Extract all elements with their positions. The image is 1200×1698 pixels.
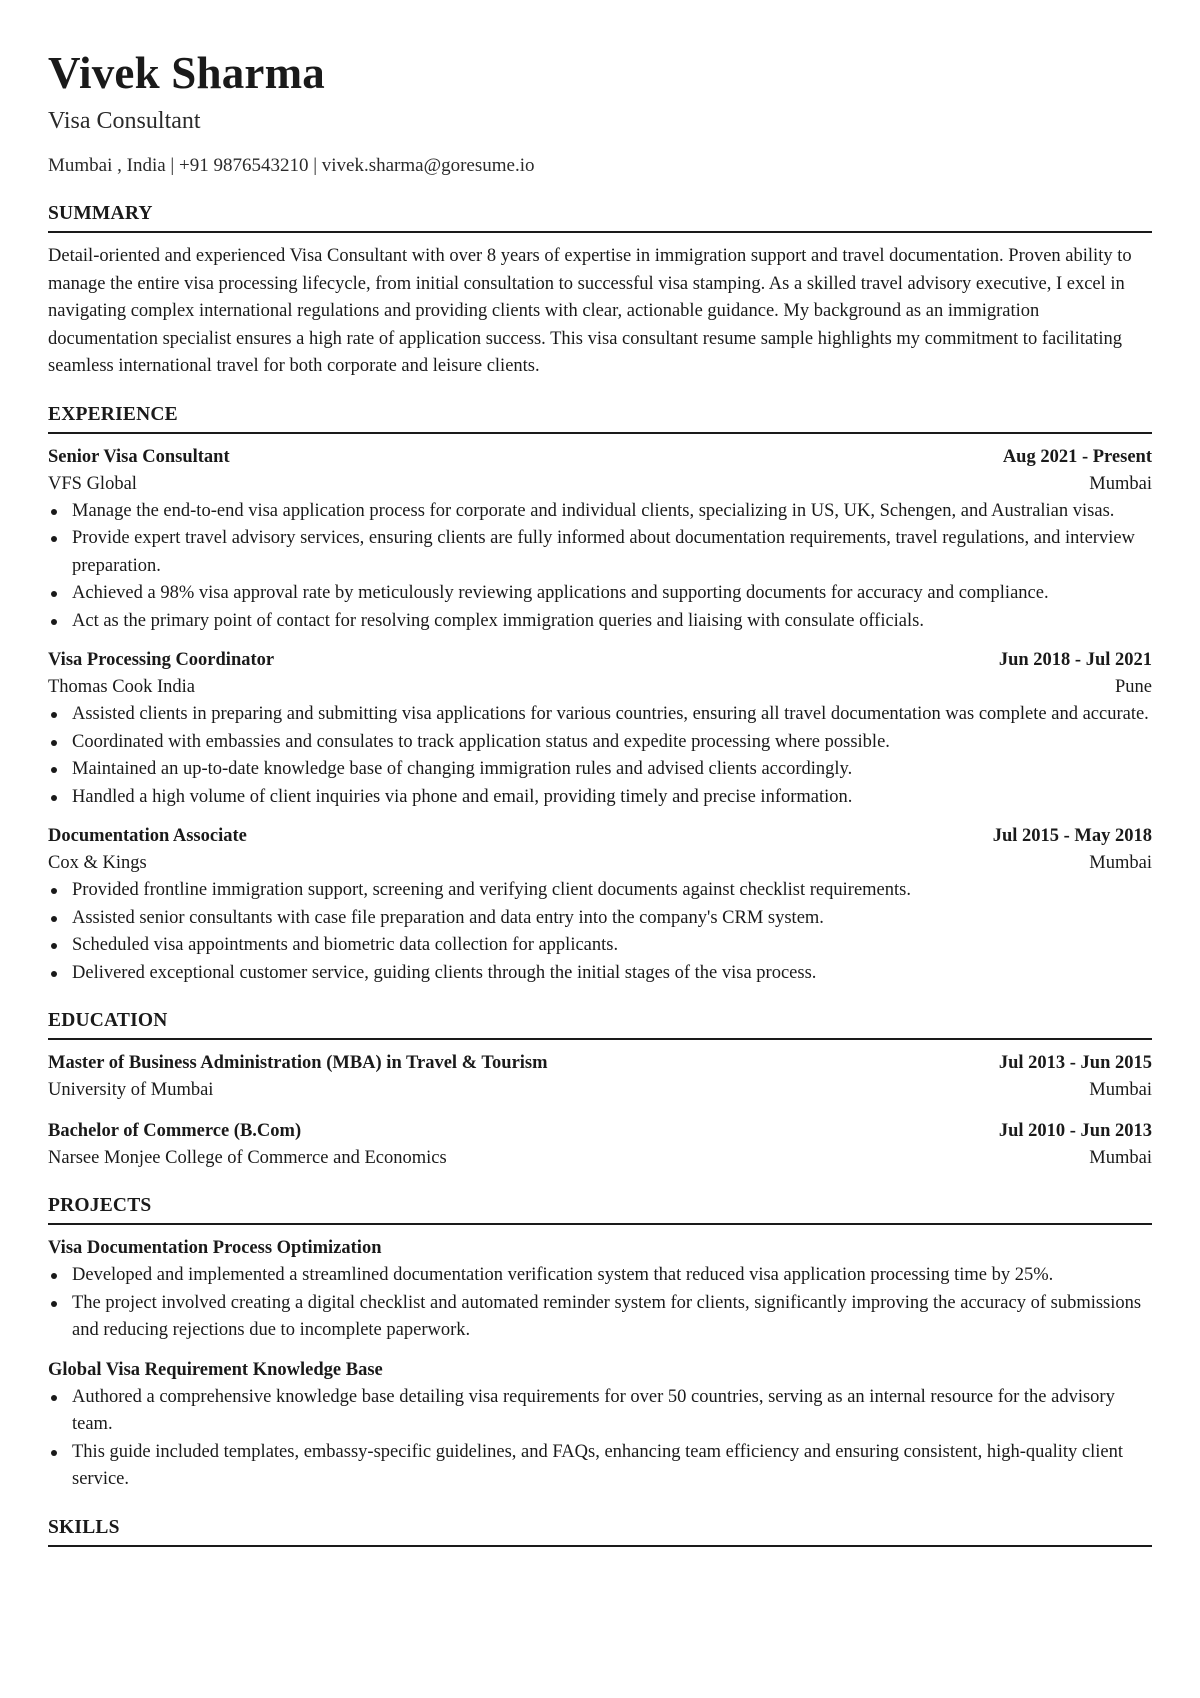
project-title: Global Visa Requirement Knowledge Base [48, 1359, 383, 1380]
job-bullets [48, 877, 1152, 987]
bullet-dot-icon [51, 1395, 57, 1401]
bullet-dot-icon [51, 1301, 57, 1307]
bullet-text: Provide expert travel advisory services, ensuring clients are fully informed about documentation requirements, travel regulations, and interview preparation. [72, 528, 1135, 576]
bullet-text: Manage the end-to-end visa application process for corporate and individual clients, specializing in US, UK, Schengen, and Australian visas. [72, 500, 1115, 521]
bullet-item [48, 1262, 1152, 1290]
bullet-item [48, 784, 1152, 812]
bullet-text: Coordinated with embassies and consulates to track application status and expedite processing where possible. [72, 731, 890, 752]
job-dates: Jul 2015 - May 2018 [992, 826, 1152, 846]
job-role: Documentation Associate [48, 826, 247, 846]
summary-heading: SUMMARY [48, 202, 1152, 233]
candidate-name: Vivek Sharma [48, 48, 325, 98]
job-company: Thomas Cook India [48, 677, 195, 697]
job-company: VFS Global [48, 473, 137, 494]
bullet-item [48, 756, 1152, 784]
bullet-text: Assisted senior consultants with case file preparation and data entry into the company's CRM system. [72, 907, 824, 928]
job-location: Pune [1115, 677, 1152, 697]
bullet-text: Delivered exceptional customer service, guiding clients through the initial stages of the visa process. [72, 962, 817, 983]
experience-entry [48, 823, 1152, 987]
bullet-text: Achieved a 98% visa approval rate by meticulously reviewing applications and supporting documents for accuracy and compliance. [72, 583, 1049, 603]
bullet-text: Handled a high volume of client inquiries via phone and email, providing timely and precise information. [72, 786, 853, 807]
bullet-item [48, 608, 1152, 636]
bullet-dot-icon [51, 916, 57, 922]
job-dates: Aug 2021 - Present [1002, 446, 1152, 467]
job-company: Cox & Kings [48, 853, 147, 873]
bullet-item [48, 580, 1152, 608]
project-bullets [48, 1262, 1152, 1345]
projects-heading: PROJECTS [48, 1194, 1152, 1225]
bullet-dot-icon [51, 712, 57, 718]
bullet-dot-icon [51, 536, 57, 542]
bullet-dot-icon [51, 591, 57, 597]
degree-dates: Jul 2010 - Jun 2013 [998, 1121, 1152, 1141]
education-heading: EDUCATION [48, 1009, 1152, 1040]
job-bullets [48, 498, 1152, 636]
bullet-item [48, 1290, 1152, 1345]
bullet-item [48, 960, 1152, 988]
bullet-text: Developed and implemented a streamlined documentation verification system that reduced visa application processing time by 25%. [72, 1265, 1054, 1285]
job-location: Mumbai [1089, 853, 1152, 873]
bullet-item [48, 1384, 1152, 1439]
job-dates: Jun 2018 - Jul 2021 [998, 650, 1152, 670]
bullet-item [48, 525, 1152, 580]
bullet-text: Act as the primary point of contact for resolving complex immigration queries and liaising with consulate officials. [72, 610, 924, 631]
school-name: Narsee Monjee College of Commerce and Economics [48, 1148, 447, 1168]
education-entry [48, 1050, 1152, 1104]
project-entry [48, 1235, 1152, 1345]
degree-name: Bachelor of Commerce (B.Com) [48, 1121, 302, 1141]
project-bullets [48, 1384, 1152, 1494]
bullet-dot-icon [51, 767, 57, 773]
summary-text: Detail-oriented and experienced Visa Consultant with over 8 years of expertise in immigration support and travel documentation. Proven ability to manage the entire visa processing lifecycle, from initial consultation to successful visa stamping. As a skilled travel advisory executive, I excel in navigating complex international regulations and providing clients with clear, actionable guidance. My background as an immigration documentation specialist ensures a high rate of application success. This visa consultant resume sample highlights my commitment to facilitating seamless international travel for both corporate and leisure clients. [48, 246, 1132, 376]
bullet-dot-icon [51, 943, 57, 949]
bullet-text: Assisted clients in preparing and submitting visa applications for various countries, ensuring all travel documentation was complete and accurate. [72, 704, 1149, 724]
job-role: Senior Visa Consultant [48, 446, 230, 467]
candidate-title: Visa Consultant [48, 108, 201, 134]
bullet-item [48, 905, 1152, 933]
bullet-item [48, 701, 1152, 729]
degree-name: Master of Business Administration (MBA) in Travel & Tourism [48, 1053, 548, 1073]
bullet-text: Provided frontline immigration support, screening and verifying client documents against checklist requirements. [72, 880, 911, 900]
bullet-dot-icon [51, 740, 57, 746]
job-location: Mumbai [1089, 473, 1152, 494]
bullet-item [48, 498, 1152, 526]
bullet-dot-icon [51, 1450, 57, 1456]
project-title: Visa Documentation Process Optimization [48, 1238, 382, 1258]
bullet-dot-icon [51, 971, 57, 977]
contact-line: Mumbai , India | +91 9876543210 | vivek.sharma@goresume.io [48, 155, 535, 176]
skills-heading: SKILLS [48, 1516, 1152, 1547]
bullet-item [48, 877, 1152, 905]
job-role: Visa Processing Coordinator [48, 650, 275, 670]
experience-heading: EXPERIENCE [48, 403, 1152, 434]
project-entry [48, 1357, 1152, 1494]
bullet-item [48, 932, 1152, 960]
bullet-item [48, 729, 1152, 757]
bullet-dot-icon [51, 509, 57, 515]
bullet-dot-icon [51, 1273, 57, 1279]
bullet-item [48, 1439, 1152, 1494]
school-location: Mumbai [1089, 1080, 1152, 1100]
experience-entry [48, 444, 1152, 636]
experience-entry [48, 647, 1152, 811]
bullet-text: Maintained an up-to-date knowledge base of changing immigration rules and advised clients accordingly. [72, 759, 853, 779]
bullet-text: Scheduled visa appointments and biometric data collection for applicants. [72, 935, 619, 955]
bullet-dot-icon [51, 795, 57, 801]
job-bullets [48, 701, 1152, 811]
bullet-dot-icon [51, 619, 57, 625]
bullet-dot-icon [51, 888, 57, 894]
bullet-text: Authored a comprehensive knowledge base detailing visa requirements for over 50 countries, serving as an internal resource for the advisory team. [72, 1386, 1115, 1434]
degree-dates: Jul 2013 - Jun 2015 [998, 1053, 1152, 1073]
school-name: University of Mumbai [48, 1080, 214, 1100]
school-location: Mumbai [1089, 1148, 1152, 1168]
bullet-text: The project involved creating a digital checklist and automated reminder system for clients, significantly improving the accuracy of submissions and reducing rejections due to incomplete paperwork. [72, 1292, 1142, 1340]
education-entry [48, 1118, 1152, 1172]
bullet-text: This guide included templates, embassy-specific guidelines, and FAQs, enhancing team efficiency and ensuring consistent, high-quality client service. [72, 1441, 1123, 1489]
